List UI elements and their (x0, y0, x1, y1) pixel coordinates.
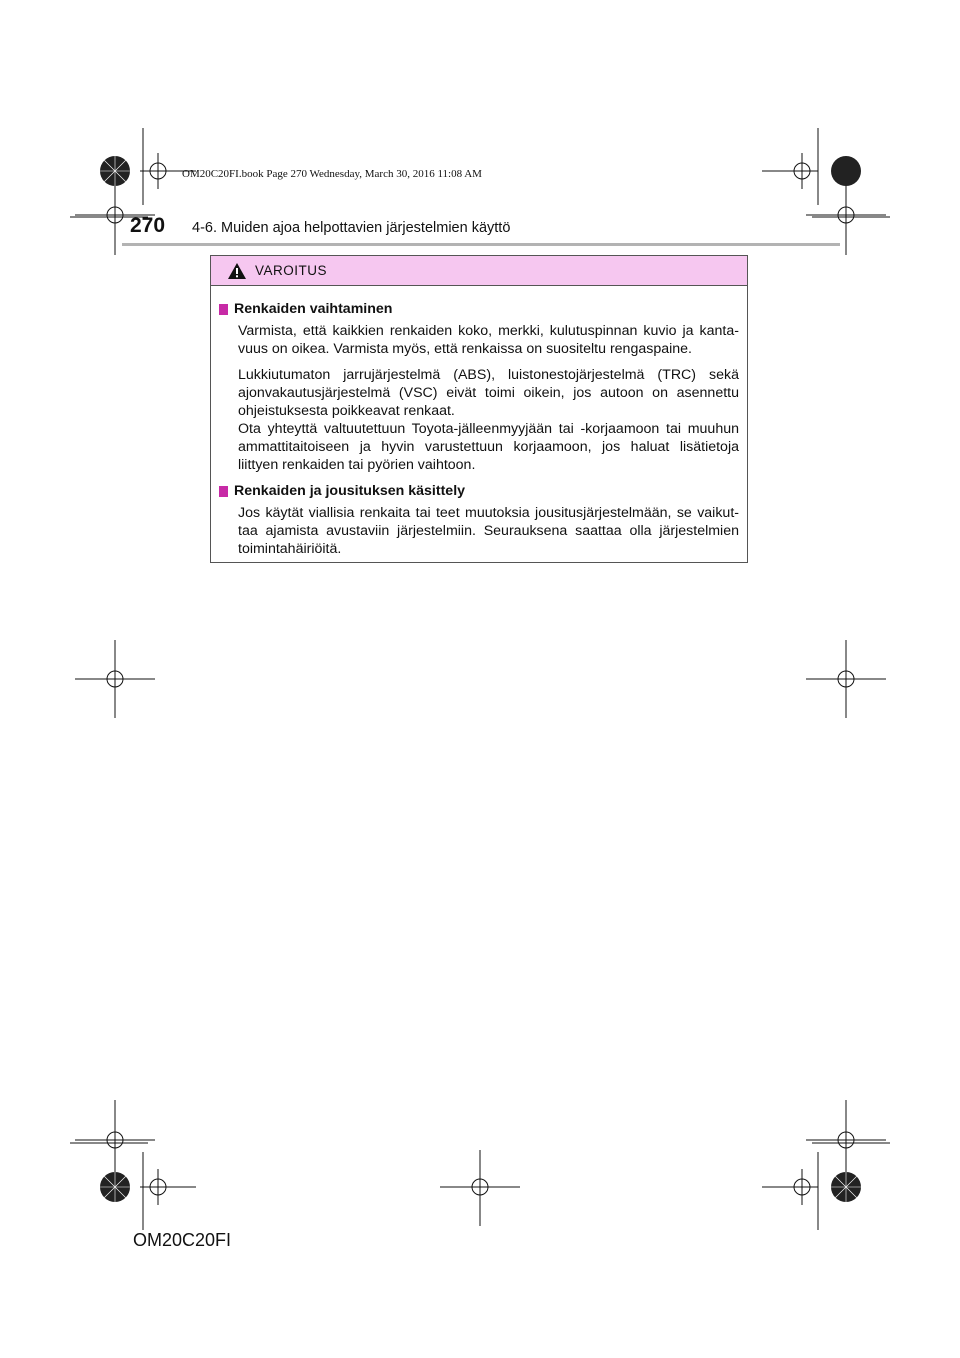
book-info-line: OM20C20FI.book Page 270 Wednesday, March 30, 2016 11:08 AM (182, 168, 482, 180)
warning-triangle-icon (227, 262, 247, 280)
warning-paragraph-line: ajonvakautusjärjestelmä (VSC) eivät toimi oikein, jos autoon on asennettu (238, 385, 739, 401)
warning-paragraph (238, 366, 739, 474)
warning-item-heading-text: Renkaiden vaihtaminen (234, 301, 393, 317)
warning-item (219, 482, 739, 558)
warning-paragraph-line: Varmista, että kaikkien renkaiden koko, merkki, kulutuspinnan kuvio ja kanta- (238, 323, 739, 339)
warning-paragraph-line: Lukkiutumaton jarrujärjestelmä (ABS), luistonestojärjestelmä (TRC) sekä (238, 367, 739, 383)
warning-paragraph-line: Jos käytät viallisia renkaita tai teet muutoksia jousitusjärjestelmään, se vaikut- (238, 505, 739, 521)
warning-paragraph-line: toimintahäiriöitä. (238, 541, 342, 557)
warning-paragraph-line: vuus on oikea. Varmista myös, että renkaissa on suositeltu rengaspaine. (238, 341, 692, 357)
warning-header (211, 256, 747, 286)
warning-paragraph-line: ohjeistuksesta poikkeavat renkaat. (238, 403, 455, 419)
warning-paragraph-line: taa ajamista avustaviin järjestelmiin. Seurauksena saattaa olla järjestelmien (238, 523, 739, 539)
warning-paragraph-line: ammattitaitoiseen ja hyvin varustettuun korjaamoon, jos haluat lisätietoja (238, 439, 739, 455)
warning-item (219, 300, 739, 474)
warning-label: VAROITUS (255, 263, 328, 278)
warning-paragraph (238, 504, 739, 558)
header-rule (122, 243, 840, 246)
section-title: 4-6. Muiden ajoa helpottavien järjestelmien käyttö (192, 220, 511, 236)
warning-item-heading (219, 482, 739, 500)
square-bullet-icon (219, 486, 228, 497)
warning-item-heading (219, 300, 739, 318)
footer-manual-code: OM20C20FI (133, 1230, 232, 1250)
warning-body (211, 286, 747, 558)
warning-box (210, 255, 748, 563)
warning-item-heading-text: Renkaiden ja jousituksen käsittely (234, 483, 466, 499)
warning-paragraph (238, 322, 739, 358)
page-number: 270 (130, 214, 166, 237)
square-bullet-icon (219, 304, 228, 315)
warning-paragraph-line: liittyen renkaiden tai pyörien vaihtoon. (238, 457, 476, 473)
warning-paragraph-line: Ota yhteyttä valtuutettuun Toyota-jälleenmyyjään tai -korjaamoon tai muuhun (238, 421, 739, 437)
